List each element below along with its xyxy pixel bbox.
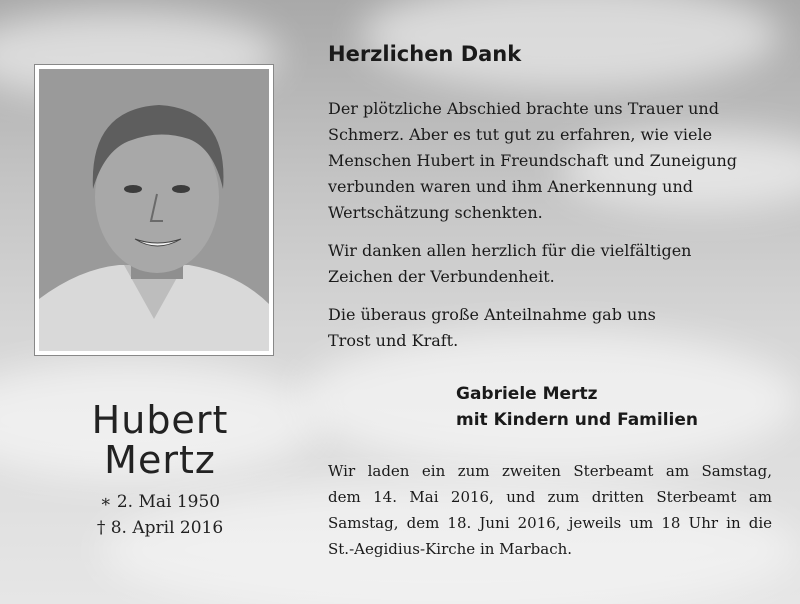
text-line: Samstag, dem 18. Juni 2016, jeweils um 18 Uhr in die [328,514,772,532]
deceased-last-name: Mertz [104,438,216,482]
text-line: Wir danken allen herzlich für die vielfältigen [328,241,692,260]
gratitude-paragraph [328,238,778,290]
portrait-illustration [39,69,269,351]
text-line: verbunden waren und ihm Anerkennung und [328,177,694,196]
text-line: St.-Aegidius-Kirche in Marbach. [328,540,573,558]
signature-line-2: mit Kindern und Familien [456,410,699,430]
text-line: Trost und Kraft. [328,331,459,350]
birth-date: ∗ 2. Mai 1950 [99,492,221,512]
sympathy-paragraph [328,302,778,354]
portrait-photo [39,69,269,351]
text-line: Schmerz. Aber es tut gut zu erfahren, wie viele [328,125,713,144]
invitation-paragraph [328,458,772,562]
text-line: Wertschätzung schenkten. [328,203,543,222]
text-line: Wir laden ein zum zweiten Sterbeamt am Samstag, [328,462,772,480]
deceased-first-name: Hubert [91,398,229,442]
text-line: Zeichen der Verbundenheit. [328,267,555,286]
signature-line-1: Gabriele Mertz [456,384,598,404]
text-line: Menschen Hubert in Freundschaft und Zuneigung [328,151,737,170]
heading: Herzlichen Dank [328,42,522,66]
text-line: Die überaus große Anteilnahme gab uns [328,305,656,324]
photo-frame [34,64,274,356]
death-date: † 8. April 2016 [96,518,224,538]
text-line: Der plötzliche Abschied brachte uns Trauer und [328,99,719,118]
text-line: dem 14. Mai 2016, und zum dritten Sterbeamt am [328,488,772,506]
thanks-paragraph [328,96,778,226]
